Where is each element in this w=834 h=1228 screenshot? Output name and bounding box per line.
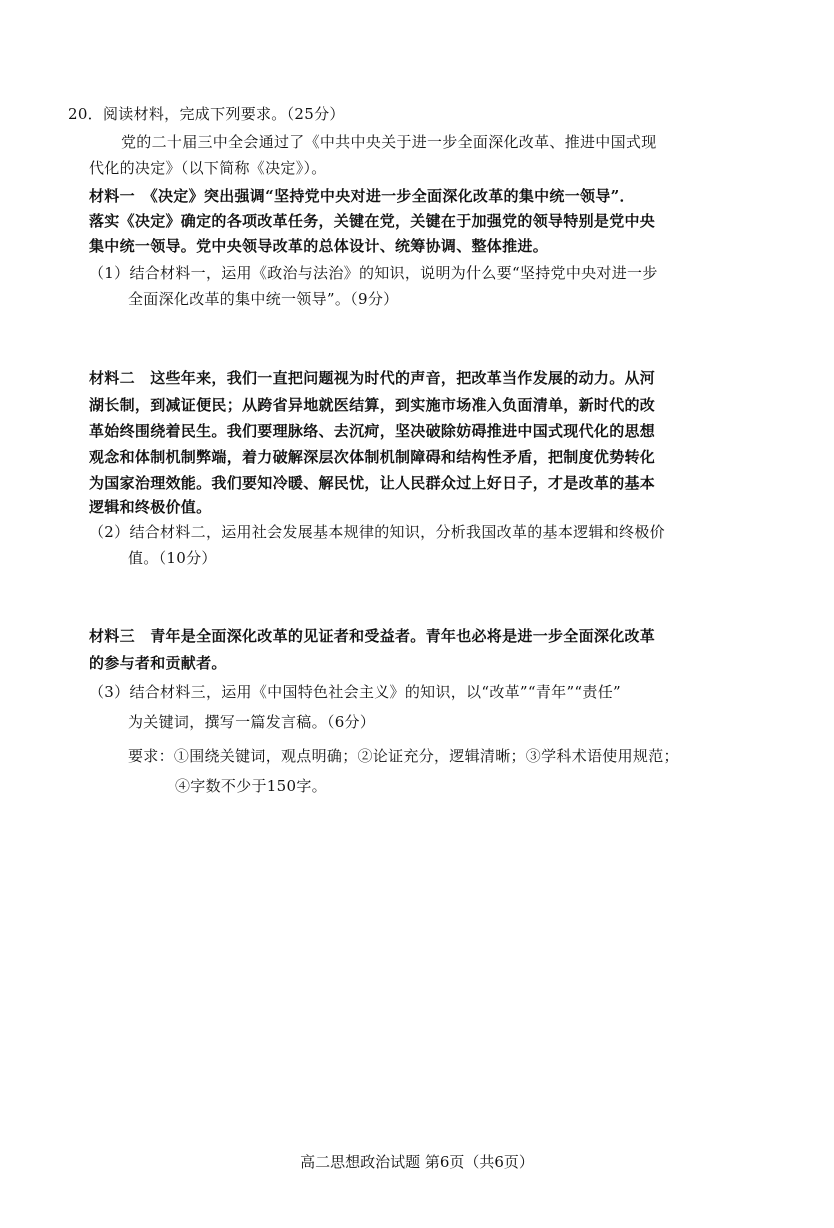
- material3-line-1: 材料三 青年是全面深化改革的见证者和受益者。青年也必将是进一步全面深化改革: [89, 627, 656, 645]
- material2-line-4: 观念和体制机制弊端，着力破解深层次体制机制障碍和结构性矛盾，把制度优势转化: [89, 448, 656, 466]
- material1-line-1: 材料一 《决定》突出强调“坚持党中央对进一步全面深化改革的集中统一领导”．: [89, 187, 635, 205]
- material3-line-2: 的参与者和贡献者。: [89, 654, 227, 672]
- q3-requirements-line-1: 要求：①围绕关键词，观点明确；②论证充分，逻辑清晰；③学科术语使用规范；: [128, 747, 679, 765]
- q2-line-1: （2）结合材料二，运用社会发展基本规律的知识，分析我国改革的基本逻辑和终极价: [89, 523, 665, 541]
- q1-line-1: （1）结合材料一，运用《政治与法治》的知识，说明为什么要“坚持党中央对进一步: [89, 264, 658, 282]
- q2-line-2: 值。（10分）: [128, 549, 217, 567]
- q1-line-2: 全面深化改革的集中统一领导”。（9分）: [128, 290, 399, 308]
- material1-line-2: 落实《决定》确定的各项改革任务，关键在党，关键在于加强党的领导特别是党中央: [89, 212, 656, 230]
- material2-line-6: 逻辑和终极价值。: [89, 498, 212, 516]
- q3-requirements-line-2: ④字数不少于150字。: [175, 777, 327, 795]
- material1-line-3: 集中统一领导。党中央领导改革的总体设计、统筹协调、整体推进。: [89, 237, 549, 255]
- intro-line-2: 代化的决定》（以下简称《决定》）。: [89, 159, 327, 177]
- question-title: 20．阅读材料，完成下列要求。（25分）: [68, 105, 345, 123]
- intro-line-1: 党的二十届三中全会通过了《中共中央关于进一步全面深化改革、推进中国式现: [121, 133, 657, 151]
- material2-line-3: 革始终围绕着民生。我们要理脉络、去沉疴，坚决破除妨碍推进中国式现代化的思想: [89, 422, 656, 440]
- q3-line-1: （3）结合材料三，运用《中国特色社会主义》的知识，以“改革”“青年”“责任”: [89, 683, 621, 701]
- material2-line-1: 材料二 这些年来，我们一直把问题视为时代的声音，把改革当作发展的动力。从河: [89, 369, 656, 387]
- page-footer: 高二思想政治试题 第6页（共6页）: [300, 1153, 534, 1171]
- material2-line-5: 为国家治理效能。我们要知冷暖、解民忧，让人民群众过上好日子，才是改革的基本: [89, 474, 656, 492]
- q3-line-2: 为关键词，撰写一篇发言稿。（6分）: [128, 713, 376, 731]
- material2-line-2: 湖长制，到减证便民；从跨省异地就医结算，到实施市场准入负面清单，新时代的改: [89, 396, 656, 414]
